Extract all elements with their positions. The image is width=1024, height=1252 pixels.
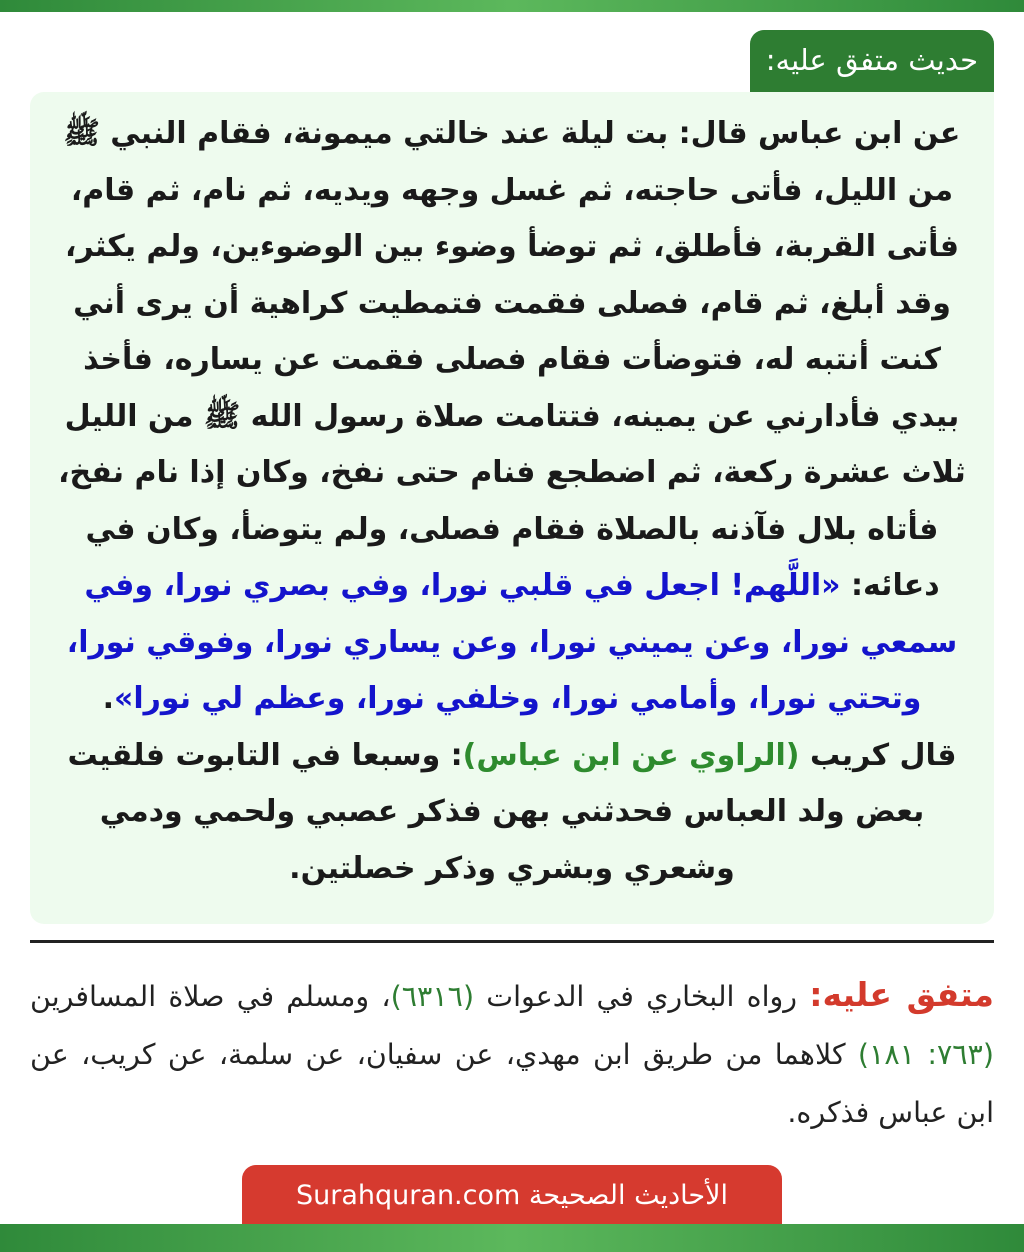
hadith-text <box>48 106 976 897</box>
hadith-text-box <box>30 92 994 924</box>
top-decorative-bar <box>0 0 1024 12</box>
source-citation <box>30 966 994 1142</box>
kurayb-note: (الراوي عن ابن عباس) <box>462 737 800 773</box>
source-text-2: ، ومسلم في صلاة المسافرين <box>30 980 391 1013</box>
source-text-3: كلاهما من طريق ابن مهدي، عن سفيان، عن سلمة، عن كريب، عن ابن عباس فذكره. <box>30 1038 994 1129</box>
bottom-decorative-bar <box>0 1224 1024 1252</box>
source-ref-bukhari: (٦٣١٦) <box>390 980 475 1013</box>
source-lead: متفق عليه: <box>809 975 994 1014</box>
hadith-continuation: : وسبعا في التابوت فلقيت بعض ولد العباس فحدثني بهن فذكر عصبي ولحمي ودمي وشعري وبشري وذكر خصلتين. <box>67 737 925 886</box>
source-ref-muslim: (٧٦٣: ١٨١) <box>857 1038 994 1071</box>
hadith-narration: عن ابن عباس قال: بت ليلة عند خالتي ميمونة، فقام النبي ﷺ من الليل، فأتى حاجته، ثم غسل وجهه ويديه، ثم نام، ثم قام، فأتى القربة، فأطلق، ثم توضأ وضوء بين الوضوءين، ولم يكثر، وقد أبلغ، ثم قام، فصلى فقمت فتمطيت كراهية أن يرى أني كنت أنتبه له، فتوضأت فقام فصلى فقمت عن يساره، فأخذ بيدي فأدارني عن يمينه، فتتامت صلاة رسول الله ﷺ من الليل ثلاث عشرة ركعة، ثم اضطجع فنام حتى نفخ، وكان إذا نام نفخ، فأتاه بلال فآذنه بالصلاة فقام فصلى، ولم يتوضأ، وكان في دعائه: <box>58 116 966 603</box>
hadith-type-badge: حديث متفق عليه: <box>750 30 994 92</box>
divider-line <box>30 940 994 943</box>
source-text-1: رواه البخاري في الدعوات <box>474 980 810 1013</box>
hadith-dua: «اللَّهم! اجعل في قلبي نورا، وفي بصري نورا، وفي سمعي نورا، وعن يميني نورا، وعن يساري نورا، وفوقي نورا، وتحتي نورا، وأمامي نورا، وخلفي نورا، وعظم لي نورا» <box>66 568 958 716</box>
kurayb-prefix: قال كريب <box>799 737 957 773</box>
hadith-period: . <box>102 681 114 716</box>
site-link-button[interactable]: الأحاديث الصحيحة Surahquran.com <box>242 1165 782 1225</box>
